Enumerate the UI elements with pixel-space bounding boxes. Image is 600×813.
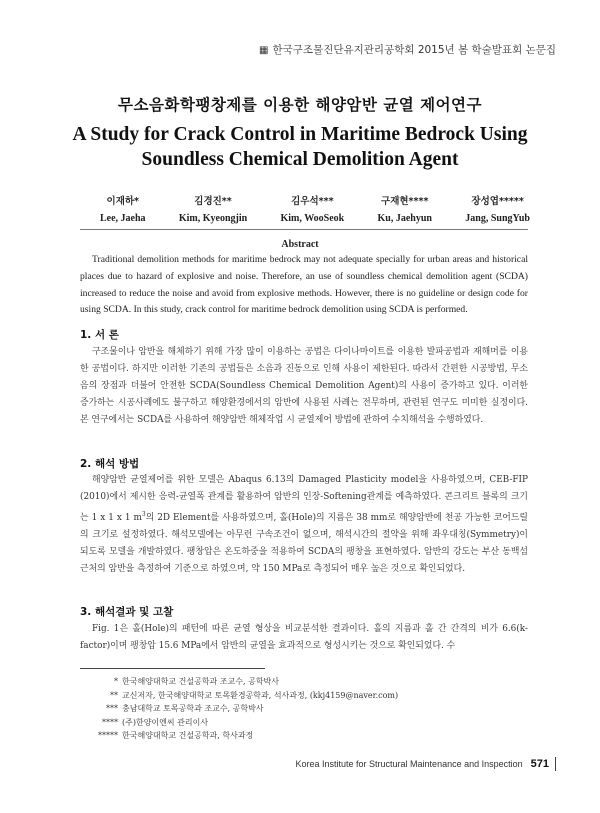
superscript-exponent: 3 [141, 511, 146, 518]
method-text-part-2: 의 2D Element를 사용하였으며, 홀(Hole)의 지름은 38 mm로 해양암반에 천공 가능한 코어드릴의 크기로 설정하였다. 해석모델에는 아무런 구속조건이 없으며, 해석시간의 절약을 위해 좌우대칭(Symmetry)이 되도록 모델을 개발하였다. 팽창압은 온도하중을 적용하여 SCDA의 팽창을 표현하였다. 암반의 강도는 부산 동백섬 근처의 암반을 측정하여 기준으로 하였으며, 약 150 MPa로 측정되어 매우 높은 것으로 확인되었다. [80, 512, 528, 574]
author-name-korean: 구재현**** [381, 196, 429, 207]
footnote-text: (주)한양이엔씨 관리이사 [122, 717, 209, 727]
footnote-mark: * [114, 677, 118, 686]
journal-header [259, 42, 556, 57]
author-name-korean: 김우석*** [291, 196, 334, 207]
footnote-text: 한국해양대학교 건설공학과, 학사과정 [122, 731, 254, 740]
method-text-part-1: 해양암반 균열제어를 위한 모델은 Abaqus 6.13의 Damaged Plasticity model을 사용하였으며, CEB-FIP (2010)에서 제시한 응력-균열폭 관계를 활용하여 암반의 인장-Softening관계를 예측하였다. 콘크리트 블록의 크기는 1 x 1 x 1 m [80, 475, 528, 523]
page-footer [296, 757, 557, 771]
footnote-text: 충남대학교 토목공학과 조교수, 공학박사 [122, 704, 264, 713]
footnote-text: 교신저자, 한국해양대학교 토목환경공학과, 석사과정, (kkj4159@naver.com) [122, 690, 399, 700]
author-name-korean: 김경진** [194, 196, 232, 207]
abstract-heading: Abstract [281, 239, 319, 250]
section-text-results: Fig. 1은 홀(Hole)의 패턴에 따른 균열 형상을 비교분석한 결과이다. 홀의 지름과 홀 간 간격의 비가 6.6(k-factor)이며 팽창압 15.6 MPa에서 암반의 균열을 효과적으로 형성시키는 것으로 확인되었다. 수 [80, 624, 528, 651]
footnote [80, 689, 398, 703]
footnote [80, 702, 398, 716]
title-english-line-2: Soundless Chemical Demolition Agent [141, 149, 459, 170]
footnote [80, 716, 398, 730]
section-text-method [80, 472, 528, 578]
author-name-english: Jang, SungYub [465, 213, 530, 224]
author-name-korean: 이재하* [106, 196, 140, 207]
footnote-mark: ***** [98, 731, 118, 740]
journal-header-text: 한국구조물진단유지관리공학회 2015년 봄 학술발표회 논문집 [272, 44, 556, 56]
author-name-english: Ku, Jaehyun [377, 213, 432, 224]
section-heading-introduction: 1. 서 론 [80, 329, 119, 341]
footnote-divider [80, 668, 265, 669]
author-list [100, 193, 530, 227]
author-name-english: Lee, Jaeha [100, 213, 146, 224]
author-name-english: Kim, Kyeongjin [178, 213, 248, 224]
footer-institute: Korea Institute for Structural Maintenance and Inspection [295, 759, 523, 769]
divider [80, 229, 528, 230]
footer-divider [555, 757, 556, 771]
title-english [0, 122, 600, 172]
author [378, 193, 432, 227]
book-bullet-icon: ▦ [259, 45, 269, 56]
author-name-korean: 장성엽***** [471, 196, 524, 207]
abstract-text: Traditional demolition methods for maritime bedrock may not adequate specially for urban areas and historical places due to hazard of explosive and noise. Therefore, an use of soundless chemical demolition agent (SCDA) increased to reduce the noise and avoid from explosive methods. However, there is no guideline or design code for using SCDA. In this study, crack control for maritime bedrock demolition using SCDA is performed. [80, 254, 528, 316]
footnote-mark: *** [106, 704, 118, 713]
footnote-mark: **** [102, 717, 118, 727]
title-english-line-1: A Study for Crack Control in Maritime Bedrock Using [72, 124, 528, 145]
author [465, 193, 530, 227]
title-korean: 무소음화학팽창제를 이용한 해양암반 균열 제어연구 [118, 96, 482, 114]
author [280, 193, 344, 227]
section-heading-method: 2. 해석 방법 [80, 458, 140, 470]
footnote [80, 729, 398, 743]
author [100, 193, 146, 227]
footnote-mark: ** [110, 690, 118, 700]
footnote-text: 한국해양대학교 건설공학과 조교수, 공학박사 [122, 677, 280, 686]
section-text-introduction: 구조물이나 암반을 해체하기 위해 가장 많이 이용하는 공법은 다이나마이트를 이용한 발파공법과 재해머를 이용한 공법이다. 하지만 이러한 기존의 공법들은 소음과 진동으로 인해 사용이 제한된다. 따라서 간편한 시공방법, 무소음의 장점과 더불어 안전한 SCDA(Soundless Chemical Demolition Agent)의 사용이 증가하고 있다. 이러한 증가하는 시공사례에도 불구하고 해양환경에서의 암반에 사용된 사례는 전무하며, 관련된 연구도 미미한 실정이다. 본 연구에서는 SCDA를 사용하여 해양암반 해체작업 시 균열제어 방법에 관하여 수치해석을 수행하였다. [80, 347, 528, 425]
author-name-english: Kim, WooSeok [280, 213, 345, 224]
footnotes [80, 675, 398, 743]
section-heading-results: 3. 해석결과 및 고찰 [80, 606, 174, 618]
author [179, 193, 247, 227]
footnote [80, 675, 398, 689]
page-number: 571 [530, 758, 549, 770]
